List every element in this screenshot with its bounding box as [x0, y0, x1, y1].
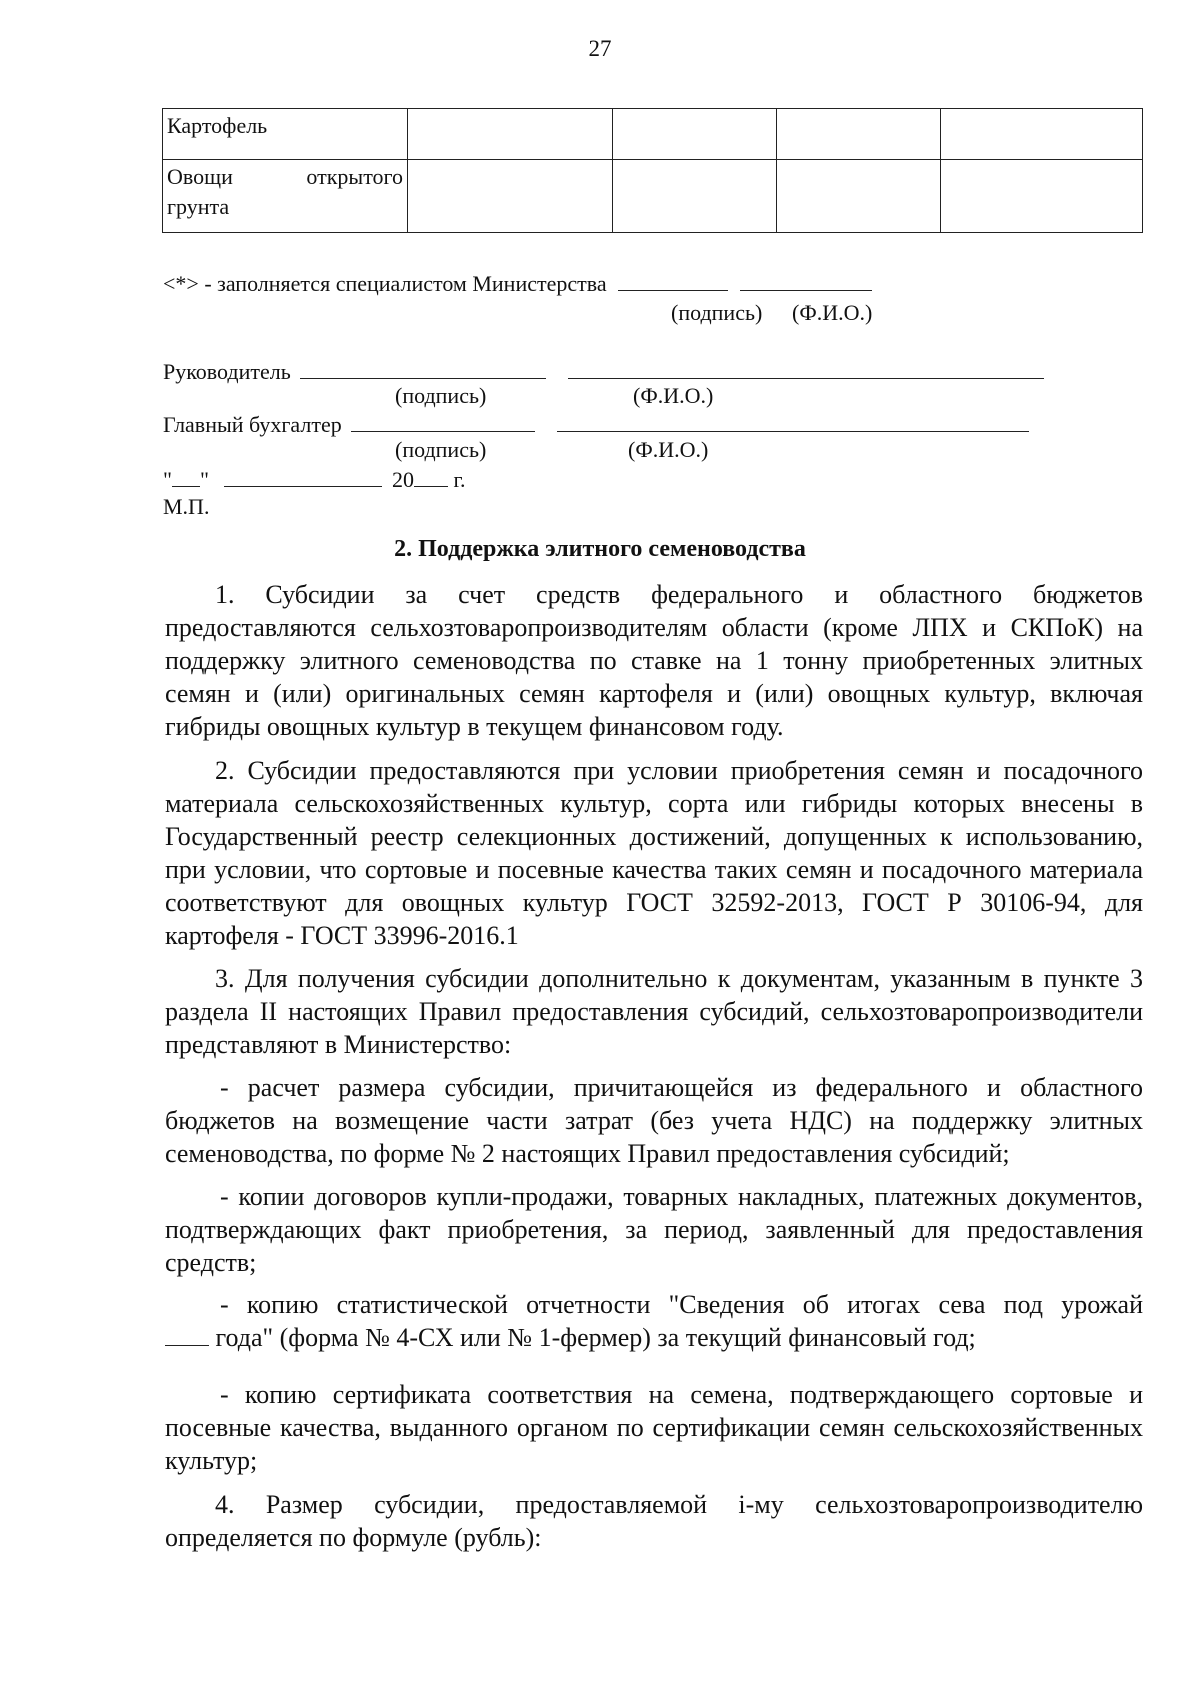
table-cell: [777, 160, 941, 233]
table-row: [163, 109, 1143, 160]
year-blank: [414, 466, 448, 487]
list-item: - копию сертификата соответствия на семена, подтверждающего сортовые и посевные качества, выданного органом по сертификации семян сельскохозяйственных культур;: [165, 1380, 1143, 1475]
crop-name-line2: грунта: [167, 194, 230, 219]
table-cell: [941, 109, 1143, 160]
page-number: 27: [588, 36, 612, 61]
day-blank: [172, 466, 200, 487]
crops-table: [162, 108, 1143, 233]
crop-name-cont: открытого: [306, 164, 403, 189]
month-blank: [224, 466, 382, 487]
table-cell: [613, 160, 777, 233]
fio-blank: [740, 270, 872, 291]
list-item: - копии договоров купли-продажи, товарных накладных, платежных документов, подтверждающих факт приобретения, за период, заявленный для предоставления средств;: [165, 1182, 1143, 1277]
stamp-place: М.П.: [163, 494, 210, 519]
fio-blank: [568, 358, 1044, 379]
list-item: - расчет размера субсидии, причитающейся из федерального и областного бюджетов на возмещение части затрат (без учета НДС) на поддержку элитных семеноводства, по форме № 2 настоящих Правил предоставления субсидий;: [165, 1073, 1143, 1168]
fio-blank: [557, 411, 1029, 432]
head-fio-caption: (Ф.И.О.): [633, 383, 714, 408]
accountant-signature-line: [163, 411, 1029, 438]
note-fio-caption: (Ф.И.О.): [792, 300, 873, 325]
date-quote: ": [199, 467, 209, 492]
signature-blank: [618, 270, 728, 291]
date-line: [163, 466, 466, 493]
crop-name: Овощи: [167, 164, 233, 189]
accountant-fio-caption: (Ф.И.О.): [628, 437, 709, 462]
signature-blank: [300, 358, 546, 379]
table-cell: [941, 160, 1143, 233]
harvest-year-blank: [165, 1323, 209, 1346]
section-title: 2. Поддержка элитного семеноводства: [394, 536, 806, 562]
accountant-sign-caption: (подпись): [395, 437, 487, 462]
head-sign-caption: (подпись): [395, 383, 487, 408]
ministry-note-text: <*> - заполняется специалистом Министерства: [163, 271, 607, 296]
table-cell: [408, 109, 613, 160]
date-year: 20: [391, 467, 414, 492]
accountant-label: Главный бухгалтер: [163, 412, 342, 437]
crop-name-cell: [163, 109, 408, 160]
ministry-note: [163, 270, 872, 297]
table-cell: [408, 160, 613, 233]
head-label: Руководитель: [163, 359, 291, 384]
list-item: - копию статистической отчетности "Сведения об итогах сева под урожай: [220, 1290, 1143, 1319]
date-suffix: г.: [453, 467, 466, 492]
crop-name: Картофель: [167, 113, 268, 138]
signature-blank: [351, 411, 535, 432]
paragraph-3: 3. Для получения субсидии дополнительно к документам, указанным в пункте 3 раздела II настоящих Правил предоставления субсидий, сельхозтоваропроизводители представляют в Министерство:: [165, 964, 1143, 1059]
paragraph-1: 1. Субсидии за счет средств федерального и областного бюджетов предоставляются сельхозтоваропроизводителям области (кроме ЛПХ и СКПоК) на поддержку элитного семеноводства по ставке на 1 тонну приобретенных элитных семян и (или) оригинальных семян картофеля и (или) овощных культур, включая гибриды овощных культур в текущем финансовом году.: [165, 580, 1143, 741]
table-cell: [777, 109, 941, 160]
list-item-cont: [165, 1323, 976, 1353]
note-sign-caption: (подпись): [671, 300, 763, 325]
paragraph-4: 4. Размер субсидии, предоставляемой i-му сельхозтоваропроизводителю определяется по формуле (рубль):: [165, 1490, 1143, 1552]
date-quote: ": [163, 467, 172, 492]
head-signature-line: [163, 358, 1044, 385]
table-cell: [613, 109, 777, 160]
table-row: [163, 160, 1143, 233]
paragraph-2: 2. Субсидии предоставляются при условии приобретения семян и посадочного материала сельскохозяйственных культур, сорта или гибриды которых внесены в Государственный реестр селекционных достижений, допущенных к использованию, при условии, что сортовые и посевные качества таких семян и посадочного материала соответствуют для овощных культур ГОСТ 32592-2013, ГОСТ Р 30106-94, для картофеля - ГОСТ 33996-2016.1: [165, 756, 1143, 950]
crop-name-cell: [163, 160, 408, 233]
list-item-cont-text: года" (форма № 4-СХ или № 1-фермер) за текущий финансовый год;: [215, 1323, 976, 1352]
